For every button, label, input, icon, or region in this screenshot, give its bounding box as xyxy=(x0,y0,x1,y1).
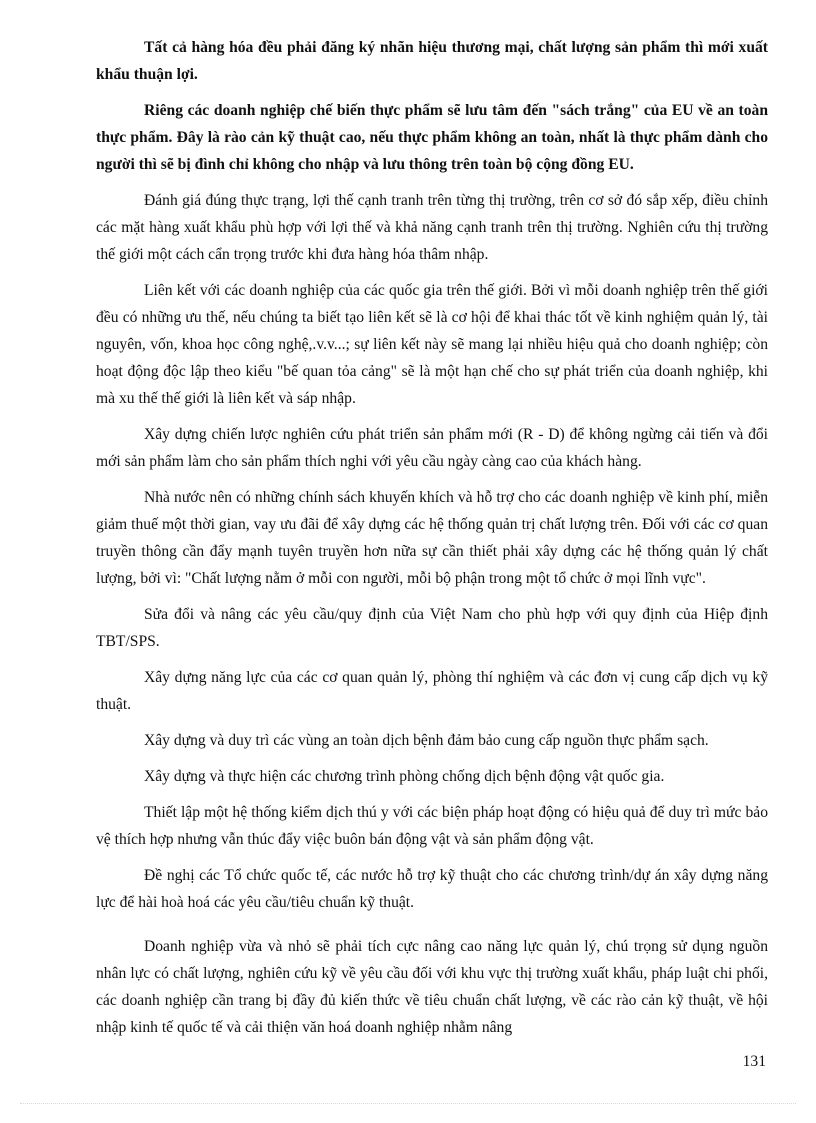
paragraph-capacity-building: Xây dựng năng lực của các cơ quan quản lý, phòng thí nghiệm và các đơn vị cung cấp dịch vụ kỹ thuật. xyxy=(96,669,768,713)
paragraph-disease-free-zones: Xây dựng và duy trì các vùng an toàn dịch bệnh đảm bảo cung cấp nguồn thực phẩm sạch. xyxy=(144,732,709,749)
paragraph-state-support: Nhà nước nên có những chính sách khuyến khích và hỗ trợ cho các doanh nghiệp về kinh phí, miễn giảm thuế một thời gian, vay ưu đãi để xây dựng các hệ thống quản trị chất lượng trên. Đối với các cơ quan truyền thông cần đẩy mạnh tuyên truyền hơn nữa sự cần thiết phải xây dựng các hệ thống quản lý chất lượng, bởi vì: "Chất lượng nằm ở mỗi con người, mỗi bộ phận trong một tổ chức ở mọi lĩnh vực". xyxy=(96,489,768,587)
paragraph-market-assessment: Đánh giá đúng thực trạng, lợi thế cạnh tranh trên từng thị trường, trên cơ sở đó sắp xếp, điều chỉnh các mặt hàng xuất khẩu phù hợp với lợi thế và khả năng cạnh tranh trên thị trường. Nghiên cứu thị trường thế giới một cách cẩn trọng trước khi đưa hàng hóa thâm nhập. xyxy=(96,192,768,263)
paragraph-eu-white-paper: Riêng các doanh nghiệp chế biến thực phẩm sẽ lưu tâm đến "sách trắng" của EU về an toàn thực phẩm. Đây là rào cản kỹ thuật cao, nếu thực phẩm không an toàn, nhất là thực phẩm dành cho người thì sẽ bị đình chỉ không cho nhập và lưu thông trên toàn bộ cộng đồng EU. xyxy=(96,102,768,173)
paragraph-international-linkage: Liên kết với các doanh nghiệp của các quốc gia trên thế giới. Bởi vì mỗi doanh nghiệp trên thế giới đều có những ưu thế, nếu chúng ta biết tạo liên kết sẽ là cơ hội để khai thác tốt về kinh nghiệm quản lý, tài nguyên, vốn, khoa học công nghệ,.v.v...; sự liên kết này sẽ mang lại nhiều hiệu quả cho doanh nghiệp; còn hoạt động độc lập theo kiểu "bế quan tỏa cảng" sẽ là một hạn chế cho sự phát triển của doanh nghiệp, khi mà xu thế thế giới là liên kết và sáp nhập. xyxy=(96,282,768,407)
paragraph-trademark-registration: Tất cả hàng hóa đều phải đăng ký nhãn hiệu thương mại, chất lượng sản phẩm thì mới xuất khẩu thuận lợi. xyxy=(96,39,768,83)
paragraph-amend-regulations: Sửa đổi và nâng các yêu cầu/quy định của Việt Nam cho phù hợp với quy định của Hiệp định TBT/SPS. xyxy=(96,606,768,650)
paragraph-veterinary-quarantine: Thiết lập một hệ thống kiểm dịch thú y với các biện pháp hoạt động có hiệu quả để duy trì mức bảo vệ thích hợp nhưng vẫn thúc đẩy việc buôn bán động vật và sản phẩm động vật. xyxy=(96,804,768,848)
paragraph-rnd-strategy: Xây dựng chiến lược nghiên cứu phát triển sản phẩm mới (R - D) để không ngừng cải tiến và đổi mới sản phẩm làm cho sản phẩm thích nghi với yêu cầu ngày càng cao của khách hàng. xyxy=(96,426,768,470)
page-number: 131 xyxy=(742,1053,766,1070)
body-text xyxy=(96,34,768,1050)
paragraph-disease-prevention: Xây dựng và thực hiện các chương trình phòng chống dịch bệnh động vật quốc gia. xyxy=(144,768,665,785)
paragraph-international-support: Đề nghị các Tổ chức quốc tế, các nước hỗ trợ kỹ thuật cho các chương trình/dự án xây dựng năng lực để hài hoà hoá các yêu cầu/tiêu chuẩn kỹ thuật. xyxy=(96,867,768,911)
page-bottom-divider xyxy=(20,1103,796,1104)
paragraph-sme-management: Doanh nghiệp vừa và nhỏ sẽ phải tích cực nâng cao năng lực quản lý, chú trọng sử dụng nguồn nhân lực có chất lượng, nghiên cứu kỹ về yêu cầu đối với khu vực thị trường xuất khẩu, pháp luật chi phối, các doanh nghiệp cần trang bị đầy đủ kiến thức về tiêu chuẩn chất lượng, về các rào cản kỹ thuật, về hội nhập kinh tế quốc tế và cải thiện văn hoá doanh nghiệp nhằm nâng xyxy=(96,938,768,1036)
